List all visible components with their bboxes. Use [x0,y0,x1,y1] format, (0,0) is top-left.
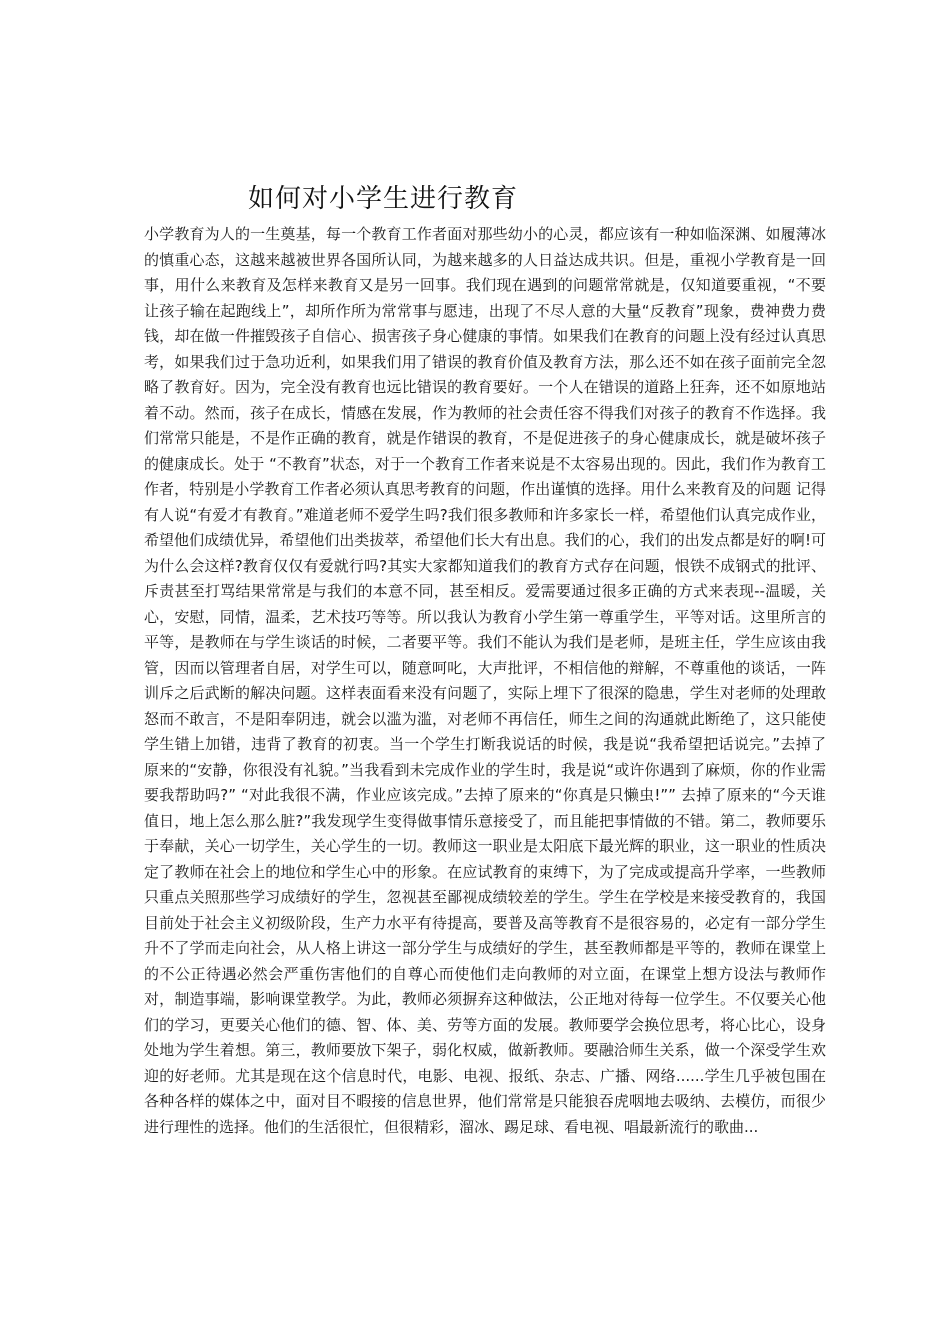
document-body: 小学教育为人的一生奠基，每一个教育工作者面对那些幼小的心灵，都应该有一种如临深渊、如履薄冰的慎重心态，这越来越被世界各国所认同，为越来越多的人日益达成共识。但是，重视小学教育是一回事，用什么来教育及怎样来教育又是另一回事。我们现在遇到的问题常常就是，仅知道要重视，“不要让孩子输在起跑线上”，却所作所为常常事与愿违，出现了不尽人意的大量“反教育”现象，费神费力费钱，却在做一件摧毁孩子自信心、损害孩子身心健康的事情。如果我们在教育的问题上没有经过认真思考，如果我们过于急功近利，如果我们用了错误的教育价值及教育方法，那么还不如在孩子面前完全忽略了教育好。因为，完全没有教育也远比错误的教育要好。一个人在错误的道路上狂奔，还不如原地站着不动。然而，孩子在成长，情感在发展，作为教师的社会责任容不得我们对孩子的教育不作选择。我们常常只能是，不是作正确的教育，就是作错误的教育，不是促进孩子的身心健康成长，就是破坏孩子的健康成长。处于 “不教育”状态，对于一个教育工作者来说是不太容易出现的。因此，我们作为教育工作者，特别是小学教育工作者必须认真思考教育的问题，作出谨慎的选择。用什么来教育及的问题 记得有人说“有爱才有教育。”难道老师不爱学生吗?我们很多教师和许多家长一样，希望他们认真完成作业，希望他们成绩优异，希望他们出类拔萃，希望他们长大有出息。我们的心，我们的出发点都是好的啊!可为什么会这样?教育仅仅有爱就行吗?其实大家都知道我们的教育方式存在问题，恨铁不成钢式的批评、斥责甚至打骂结果常常是与我们的本意不同，甚至相反。爱需要通过很多正确的方式来表现--温暖，关心，安慰，同情，温柔，艺术技巧等等。所以我认为教育小学生第一尊重学生，平等对话。这里所言的平等，是教师在与学生谈话的时候，二者要平等。我们不能认为我们是老师，是班主任，学生应该由我管，因而以管理者自居，对学生可以，随意呵叱，大声批评，不相信他的辩解，不尊重他的谈话，一阵训斥之后武断的解决问题。这样表面看来没有问题了，实际上埋下了很深的隐患，学生对老师的处理敢怒而不敢言，不是阳奉阴违，就会以滥为滥，对老师不再信任，师生之间的沟通就此断绝了，这只能使学生错上加错，违背了教育的初衷。当一个学生打断我说话的时候，我是说“我希望把话说完。”去掉了原来的“安静，你很没有礼貌。”当我看到未完成作业的学生时，我是说“或许你遇到了麻烦，你的作业需要我帮助吗?” “对此我很不满，作业应该完成。”去掉了原来的“你真是只懒虫!”” 去掉了原来的“今天谁值日，地上怎么那么脏?”我发现学生变得做事情乐意接受了，而且能把事情做的不错。第二，教师要乐于奉献，关心一切学生，关心学生的一切。教师这一职业是太阳底下最光辉的职业，这一职业的性质决定了教师在社会上的地位和学生心中的形象。在应试教育的束缚下，为了完成或提高升学率，一些教师只重点关照那些学习成绩好的学生，忽视甚至鄙视成绩较差的学生。学生在学校是来接受教育的，我国目前处于社会主义初级阶段，生产力水平有待提高，要普及高等教育不是很容易的，必定有一部分学生升不了学而走向社会，从人格上讲这一部分学生与成绩好的学生，甚至教师都是平等的，教师在课堂上的不公正待遇必然会严重伤害他们的自尊心而使他们走向教师的对立面，在课堂上想方设法与教师作对，制造事端，影响课堂教学。为此，教师必须摒弃这种做法，公正地对待每一位学生。不仅要关心他们的学习，更要关心他们的德、智、体、美、劳等方面的发展。教师要学会换位思考，将心比心，设身处地为学生着想。第三，教师要放下架子，弱化权威，做新教师。要融洽师生关系，做一个深受学生欢迎的好老师。尤其是现在这个信息时代，电影、电视、报纸、杂志、广播、网络......学生几乎被包围在各种各样的媒体之中，面对目不暇接的信息世界，他们常常是只能狼吞虎咽地去吸纳、去模仿，而很少进行理性的选择。他们的生活很忙，但很精彩，溜冰、踢足球、看电视、唱最新流行的歌曲... [144,225,826,1136]
document-title: 如何对小学生进行教育 [248,184,519,214]
